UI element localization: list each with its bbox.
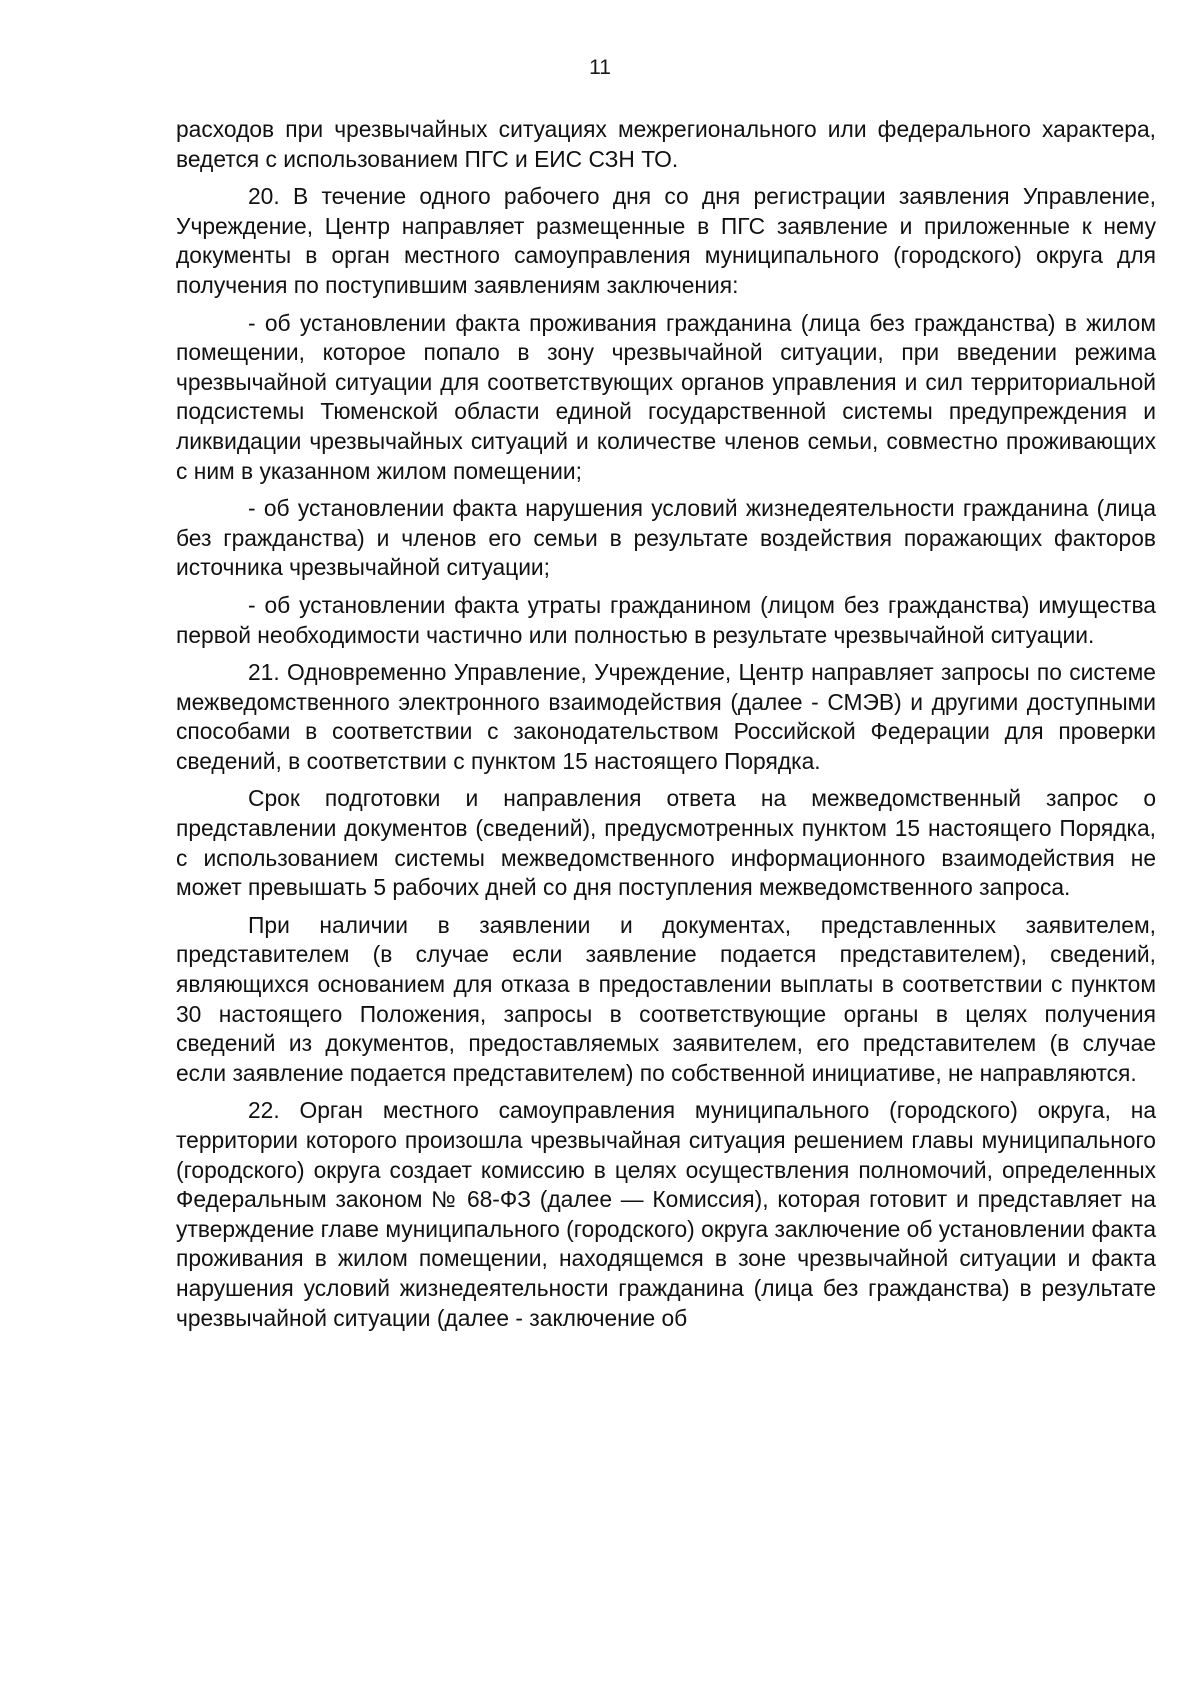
- paragraph-continuation: расходов при чрезвычайных ситуациях межрегионального или федерального характера, ведется с использованием ПГС и ЕИС СЗН ТО.: [176, 116, 1156, 172]
- paragraph-deadline: Срок подготовки и направления ответа на межведомственный запрос о представлении документов (сведений), предусмотренных пунктом 15 настоящего Порядка, с использованием системы межведомственного информационного взаимодействия не может превышать 5 рабочих дней со дня поступления межведомственного запроса.: [176, 785, 1156, 901]
- page-number: 11: [589, 56, 611, 79]
- paragraph-grounds-refusal: При наличии в заявлении и документах, представленных заявителем, представителем (в случае если заявление подается представителем), сведений, являющихся основанием для отказа в предоставлении выплаты в соответствии с пунктом 30 настоящего Положения, запросы в соответствующие органы в целях получения сведений из документов, предоставляемых заявителем, его представителем (в случае если заявление подается представителем) по собственной инициативе, не направляются.: [176, 911, 1156, 1086]
- paragraph-bullet-residence: - об установлении факта проживания гражданина (лица без гражданства) в жилом помещении, которое попало в зону чрезвычайной ситуации, при введении режима чрезвычайной ситуации для соответствующих органов управления и сил территориальной подсистемы Тюменской области единой государственной системы предупреждения и ликвидации чрезвычайных ситуаций и количестве членов семьи, совместно проживающих с ним в указанном жилом помещении;: [176, 309, 1156, 484]
- paragraph-item-21: 21. Одновременно Управление, Учреждение, Центр направляет запросы по системе межведомственного электронного взаимодействия (далее - СМЭВ) и другими доступными способами в соответствии с законодательством Российской Федерации для проверки сведений, в соответствии с пунктом 15 настоящего Порядка.: [176, 659, 1156, 774]
- document-body: [176, 115, 1156, 1341]
- paragraph-bullet-property-loss: - об установлении факта утраты гражданином (лицом без гражданства) имущества первой необходимости частично или полностью в результате чрезвычайной ситуации.: [176, 591, 1156, 648]
- paragraph-item-20: 20. В течение одного рабочего дня со дня регистрации заявления Управление, Учреждение, Центр направляет размещенные в ПГС заявление и приложенные к нему документы в орган местного самоуправления муниципального (городского) округа для получения по поступившим заявлениям заключения:: [176, 183, 1156, 298]
- paragraph-item-22: 22. Орган местного самоуправления муниципального (городского) округа, на территории которого произошла чрезвычайная ситуация решением главы муниципального (городского) округа создает комиссию в целях осуществления полномочий, определенных Федеральным законом № 68-ФЗ (далее — Комиссия), которая готовит и представляет на утверждение главе муниципального (городского) округа заключение об установлении факта проживания в жилом помещении, находящемся в зоне чрезвычайной ситуации и факта нарушения условий жизнедеятельности гражданина (лица без гражданства) в результате чрезвычайной ситуации (далее - заключение об: [176, 1097, 1156, 1331]
- paragraph-bullet-living-conditions: - об установлении факта нарушения условий жизнедеятельности гражданина (лица без гражданства) и членов его семьи в результате воздействия поражающих факторов источника чрезвычайной ситуации;: [176, 495, 1156, 581]
